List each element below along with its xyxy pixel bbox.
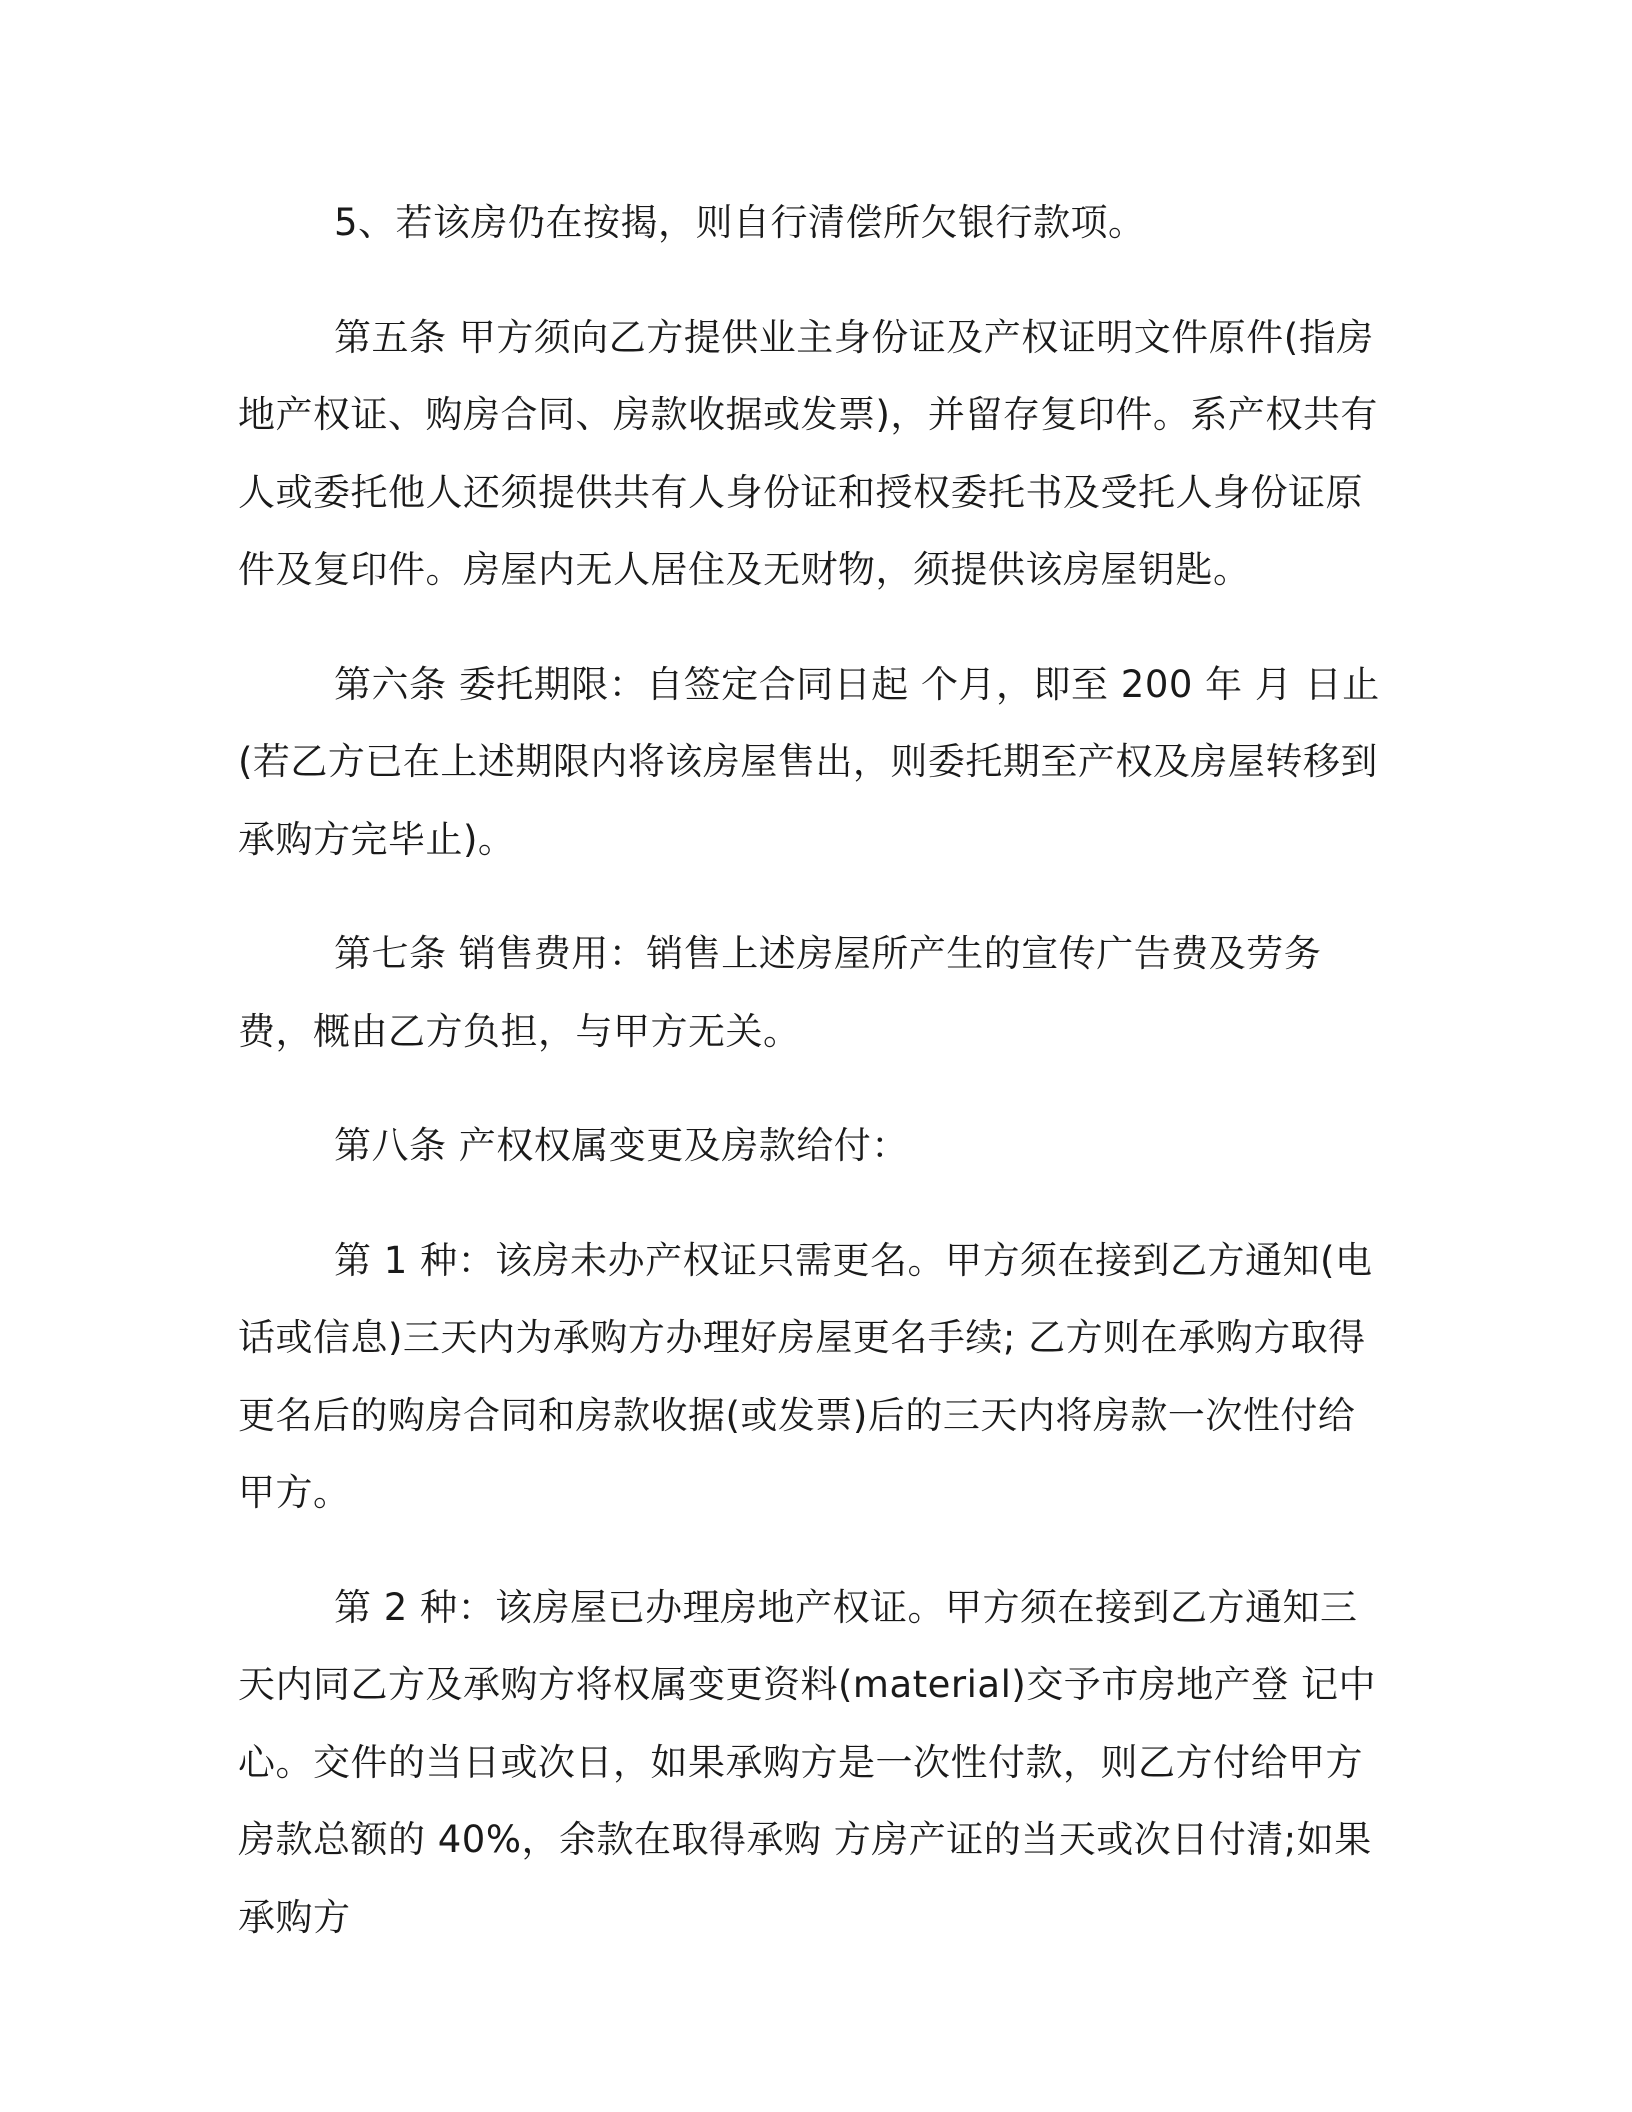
paragraph-article-6: 第六条 委托期限：自签定合同日起 个月，即至 200 年 月 日止(若乙方已在上述期限内将该房屋售出，则委托期至产权及房屋转移到承购方完毕止)。 bbox=[238, 662, 1380, 861]
paragraph-article-7: 第七条 销售费用：销售上述房屋所产生的宣传广告费及劳务费，概由乙方负担，与甲方无关。 bbox=[238, 932, 1322, 1053]
paragraph-item-5: 5、若该房仍在按揭，则自行清偿所欠银行款项。 bbox=[334, 201, 1146, 244]
paragraph-article-5: 第五条 甲方须向乙方提供业主身份证及产权证明文件原件(指房地产权证、购房合同、房款收据或发票)，并留存复印件。系产权共有人或委托他人还须提供共有人身份证和授权委托书及受托人身份证原件及复印件。房屋内无人居住及无财物，须提供该房屋钥匙。 bbox=[238, 315, 1378, 591]
document-body bbox=[238, 184, 1383, 1993]
paragraph-option-1: 第 1 种：该房未办产权证只需更名。甲方须在接到乙方通知(电话或信息)三天内为承购方办理好房屋更名手续; 乙方则在承购方取得更名后的购房合同和房款收据(或发票)后的三天内将房款一次性付给甲方。 bbox=[238, 1238, 1373, 1514]
paragraph-article-8: 第八条 产权权属变更及房款给付： bbox=[334, 1124, 909, 1167]
paragraph-option-2: 第 2 种：该房屋已办理房地产权证。甲方须在接到乙方通知三天内同乙方及承购方将权属变更资料(material)交予市房地产登 记中心。交件的当日或次日，如果承购方是一次性付款，则乙方付给甲方房款总额的 40%，余款在取得承购 方房产证的当天或次日付清;如果承购方 bbox=[238, 1585, 1377, 1939]
